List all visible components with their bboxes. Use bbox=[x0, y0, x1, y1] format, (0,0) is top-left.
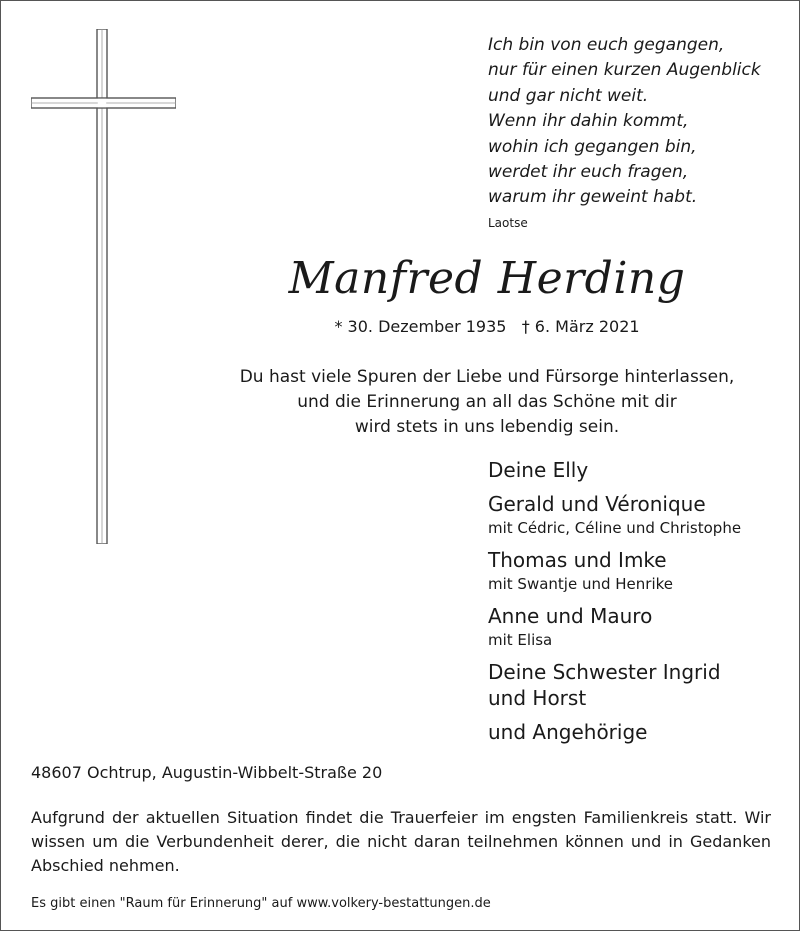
birth-date: * 30. Dezember 1935 bbox=[334, 317, 507, 336]
family-member: und Horst bbox=[488, 686, 587, 710]
life-dates bbox=[1, 317, 800, 336]
deceased-name: Manfred Herding bbox=[288, 253, 686, 304]
poem bbox=[488, 33, 788, 211]
family-member: Deine Schwester Ingrid bbox=[488, 660, 721, 684]
poem-line: werdet ihr euch fragen, bbox=[488, 162, 689, 183]
tribute-line: wird stets in uns lebendig sein. bbox=[354, 417, 620, 437]
poem-line: nur für einen kurzen Augenblick bbox=[488, 60, 761, 81]
poem-line: Ich bin von euch gegangen, bbox=[488, 35, 725, 55]
tribute-text bbox=[1, 365, 800, 440]
poem-line: wohin ich gegangen bin, bbox=[488, 136, 697, 157]
family-member: Deine Elly bbox=[488, 458, 589, 482]
family-children: mit Swantje und Henrike bbox=[488, 575, 673, 593]
family-member: Thomas und Imke bbox=[488, 548, 667, 572]
family-member: Gerald und Véronique bbox=[488, 492, 706, 516]
poem-line: und gar nicht weit. bbox=[488, 85, 649, 106]
death-date: † 6. März 2021 bbox=[521, 317, 640, 336]
poem-line: Wenn ihr dahin kommt, bbox=[488, 111, 689, 132]
poem-line: warum ihr geweint habt. bbox=[488, 187, 698, 208]
tribute-line: und die Erinnerung an all das Schöne mit dir bbox=[297, 392, 677, 412]
tribute-line: Du hast viele Spuren der Liebe und Fürsorge hinterlassen, bbox=[239, 367, 735, 387]
family-children: mit Cédric, Céline und Christophe bbox=[488, 519, 742, 537]
family-children: mit Elisa bbox=[488, 631, 553, 649]
memorial-footer: Es gibt einen "Raum für Erinnerung" auf www.volkery-bestattungen.de bbox=[31, 896, 491, 911]
address: 48607 Ochtrup, Augustin-Wibbelt-Straße 20 bbox=[31, 763, 383, 782]
family-list bbox=[488, 457, 788, 745]
poem-author: Laotse bbox=[488, 216, 528, 230]
funeral-notice: Aufgrund der aktuellen Situation findet die Trauerfeier im engsten Familienkreis statt. Wir wissen um die Verbundenheit derer, die nicht daran teilnehmen können und in Gedanken Abschied nehmen. bbox=[31, 808, 771, 875]
family-member: Anne und Mauro bbox=[488, 604, 653, 628]
family-relatives: und Angehörige bbox=[488, 720, 648, 744]
